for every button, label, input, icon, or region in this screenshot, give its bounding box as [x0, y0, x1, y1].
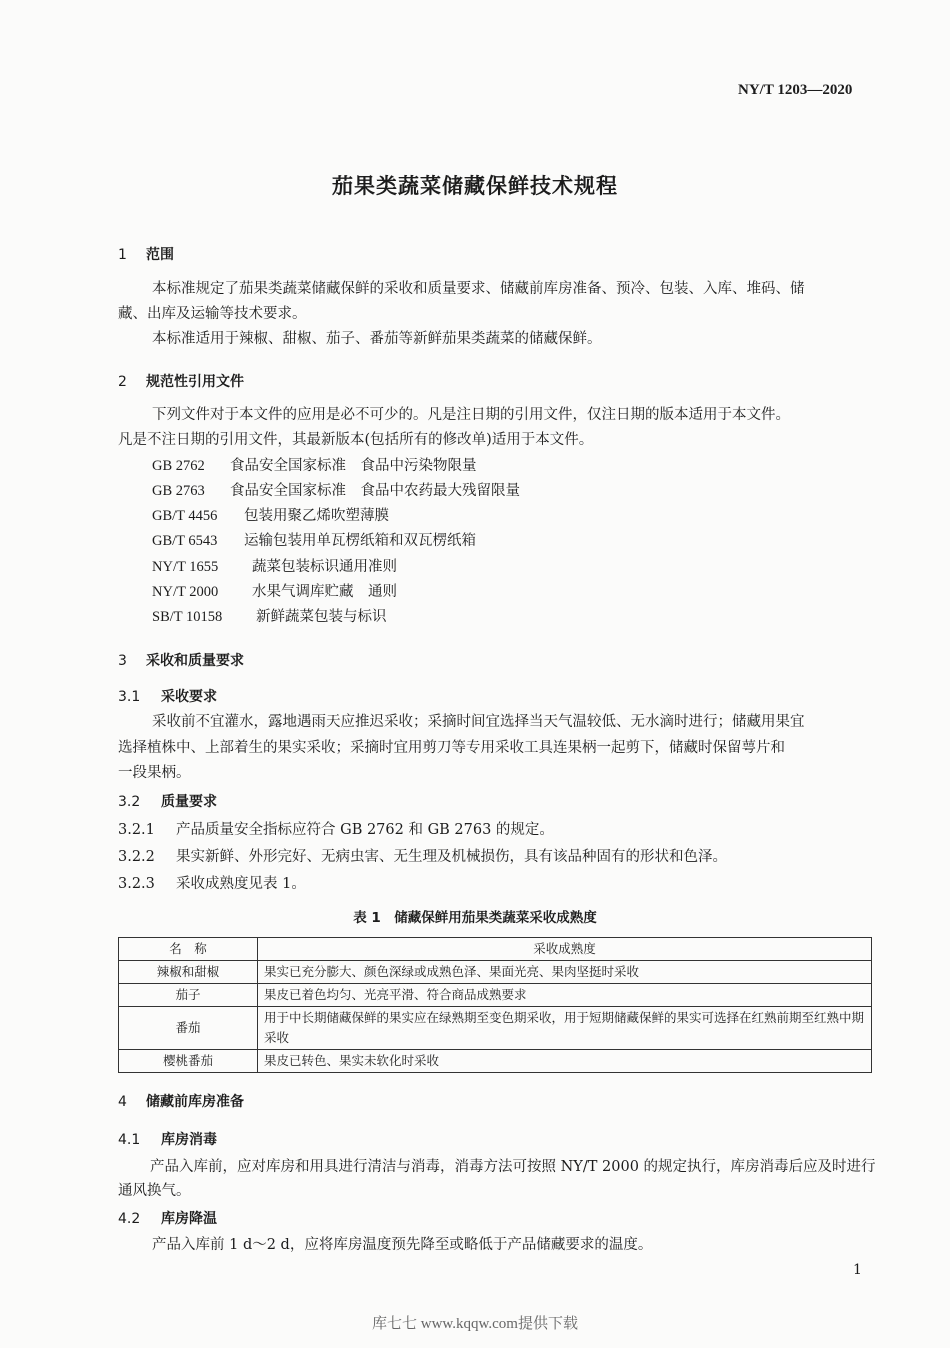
document-number: NY/T 1203—2020 [738, 82, 853, 98]
column-header-maturity: 采收成熟度 [258, 938, 872, 961]
section-number: 1 [118, 247, 127, 263]
reference-code: GB 2763 [152, 483, 205, 499]
reference-title: 包装用聚乙烯吹塑薄膜 [244, 508, 389, 524]
paragraph-line: 一段果柄。 [118, 765, 191, 781]
reference-item [152, 454, 477, 475]
reference-item [152, 479, 520, 500]
subsection-title: 库房降温 [161, 1211, 217, 1227]
clause-item [118, 818, 554, 843]
paragraph-line: 采收前不宜灌水，露地遇雨天应推迟采收；采摘时间宜选择当天气温较低、无水滴时进行；储藏用果宜 [152, 714, 805, 730]
table-row [119, 1007, 872, 1050]
clause-number: 3.2.1 [118, 822, 155, 838]
table-row [119, 984, 872, 1007]
section-heading-3 [118, 650, 244, 670]
table-header-row [119, 938, 872, 961]
table-row [119, 1050, 872, 1073]
reference-title: 水果气调库贮藏 通则 [252, 584, 397, 600]
column-header-name: 名 称 [119, 938, 258, 961]
subsection-heading-3-1 [118, 686, 217, 706]
clause-item [118, 845, 727, 870]
cell-desc: 果皮已着色均匀、光亮平滑、符合商品成熟要求 [258, 984, 872, 1007]
paragraph-line: 下列文件对于本文件的应用是必不可少的。凡是注日期的引用文件，仅注日期的版本适用于本文件。 [152, 407, 790, 423]
section-heading-4 [118, 1091, 244, 1111]
clause-text: 采收成熟度见表 1。 [176, 876, 306, 892]
subsection-number: 3.1 [118, 689, 141, 705]
clause-text: 产品质量安全指标应符合 GB 2762 和 GB 2763 的规定。 [176, 822, 554, 838]
cell-desc: 用于中长期储藏保鲜的果实应在绿熟期至变色期采收，用于短期储藏保鲜的果实可选择在红熟前期至红熟中期采收 [258, 1007, 872, 1050]
reference-item [152, 605, 387, 626]
reference-code: GB/T 4456 [152, 508, 218, 524]
clause-number: 3.2.2 [118, 849, 155, 865]
paragraph-line: 本标准适用于辣椒、甜椒、茄子、番茄等新鲜茄果类蔬菜的储藏保鲜。 [152, 331, 602, 347]
section-number: 4 [118, 1094, 127, 1110]
subsection-number: 3.2 [118, 794, 141, 810]
subsection-title: 质量要求 [161, 794, 217, 810]
paragraph-line: 产品入库前 1 d～2 d，应将库房温度预先降至或略低于产品储藏要求的温度。 [152, 1237, 653, 1253]
paragraph-line: 凡是不注日期的引用文件，其最新版本(包括所有的修改单)适用于本文件。 [118, 432, 594, 448]
subsection-heading-3-2 [118, 791, 217, 811]
maturity-table [118, 937, 872, 1073]
subsection-heading-4-2 [118, 1208, 217, 1228]
reference-item [152, 504, 389, 525]
section-title: 储藏前库房准备 [146, 1094, 244, 1110]
paragraph-line: 藏、出库及运输等技术要求。 [118, 306, 307, 322]
section-title: 范围 [146, 247, 174, 263]
section-heading-1 [118, 244, 174, 264]
reference-title: 食品安全国家标准 食品中污染物限量 [230, 458, 477, 474]
reference-code: GB/T 6543 [152, 533, 218, 549]
subsection-number: 4.1 [118, 1132, 141, 1148]
reference-code: SB/T 10158 [152, 609, 223, 625]
section-title: 采收和质量要求 [146, 653, 244, 669]
clause-number: 3.2.3 [118, 876, 155, 892]
reference-item [152, 529, 476, 550]
reference-item [152, 555, 397, 576]
section-number: 3 [118, 653, 127, 669]
page-title: 茄果类蔬菜储藏保鲜技术规程 [332, 174, 618, 198]
table-row [119, 961, 872, 984]
reference-code: NY/T 2000 [152, 584, 219, 600]
download-footer: 库七七 www.kqqw.com提供下载 [372, 1316, 578, 1332]
cell-name: 茄子 [119, 984, 258, 1007]
paragraph: 产品入库前，应对库房和用具进行清洁与消毒，消毒方法可按照 NY/T 2000 的规定执行，库房消毒后应及时进行通风换气。 [118, 1159, 876, 1199]
reference-title: 新鲜蔬菜包装与标识 [256, 609, 387, 625]
clause-text: 果实新鲜、外形完好、无病虫害、无生理及机械损伤，具有该品种固有的形状和色泽。 [176, 849, 727, 865]
section-heading-2 [118, 371, 244, 391]
cell-desc: 果实已充分膨大、颜色深绿或成熟色泽、果面光亮、果肉坚挺时采收 [258, 961, 872, 984]
cell-name: 番茄 [119, 1007, 258, 1050]
table-caption: 表 1 储藏保鲜用茄果类蔬菜采收成熟度 [353, 910, 597, 926]
paragraph-line: 本标准规定了茄果类蔬菜储藏保鲜的采收和质量要求、储藏前库房准备、预冷、包装、入库、堆码、储 [152, 281, 805, 297]
reference-title: 运输包装用单瓦楞纸箱和双瓦楞纸箱 [244, 533, 476, 549]
subsection-title: 采收要求 [161, 689, 217, 705]
subsection-number: 4.2 [118, 1211, 141, 1227]
cell-name: 樱桃番茄 [119, 1050, 258, 1073]
page-number: 1 [853, 1262, 862, 1278]
subsection-heading-4-1 [118, 1129, 217, 1149]
cell-name: 辣椒和甜椒 [119, 961, 258, 984]
subsection-title: 库房消毒 [161, 1132, 217, 1148]
reference-title: 食品安全国家标准 食品中农药最大残留限量 [230, 483, 520, 499]
paragraph-line: 选择植株中、上部着生的果实采收；采摘时宜用剪刀等专用采收工具连果柄一起剪下，储藏时保留萼片和 [118, 740, 785, 756]
reference-code: NY/T 1655 [152, 559, 219, 575]
reference-code: GB 2762 [152, 458, 205, 474]
section-number: 2 [118, 374, 127, 390]
cell-desc: 果皮已转色、果实未软化时采收 [258, 1050, 872, 1073]
section-title: 规范性引用文件 [146, 374, 244, 390]
clause-item [118, 872, 306, 897]
reference-title: 蔬菜包装标识通用准则 [252, 559, 397, 575]
reference-item [152, 580, 397, 601]
